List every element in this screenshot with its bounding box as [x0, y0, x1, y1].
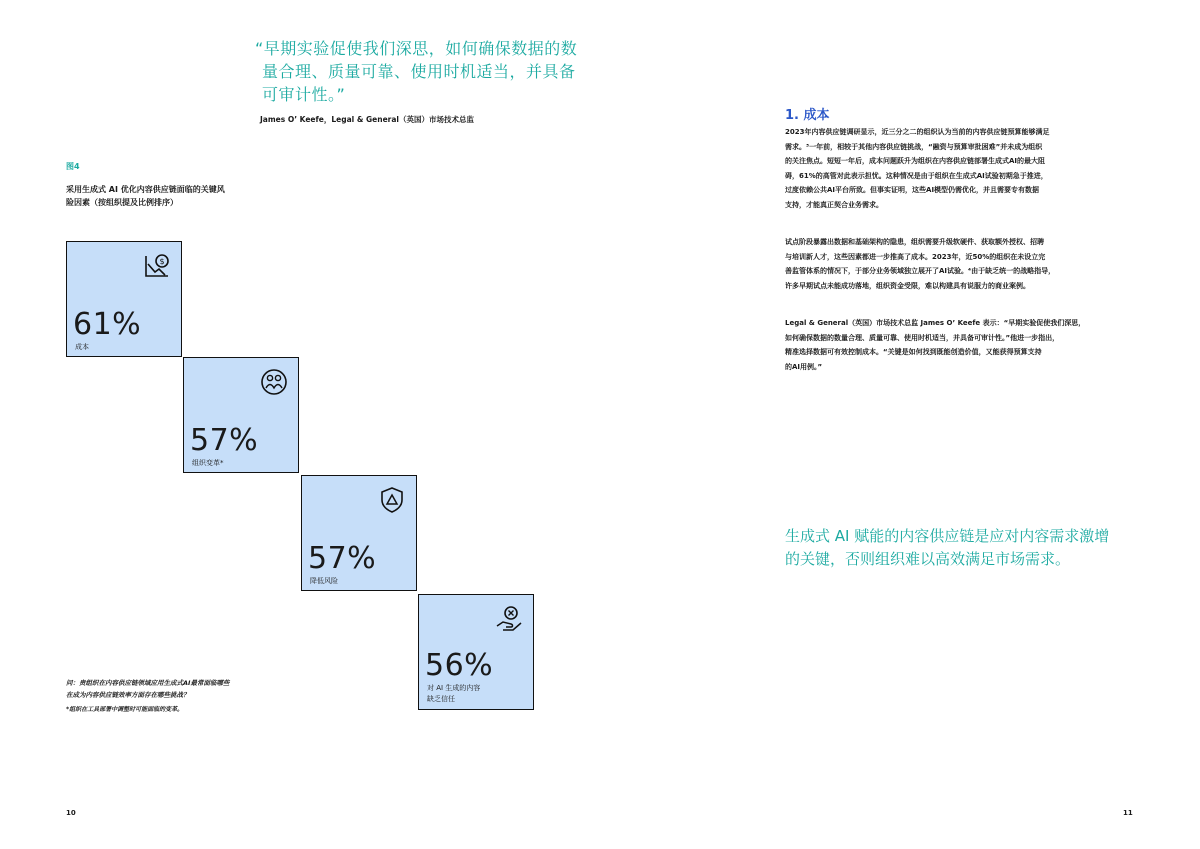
risk-label: 降低风险: [310, 577, 338, 585]
page-number-left: 10: [66, 809, 76, 817]
risk-percentage: 57%: [308, 541, 377, 576]
section-title: 1. 成本: [785, 108, 830, 123]
figure-title-line: 险因素（按组织提及比例排序）: [66, 198, 178, 207]
survey-question: [66, 677, 229, 701]
risk-box-risk-reduction: [301, 475, 417, 591]
para-line: 过度依赖公共AI平台所致。但事实证明，这些AI模型仍需优化，并且需要专有数据: [785, 186, 1040, 194]
callout-line: 的关键，否则组织难以高效满足市场需求。: [785, 550, 1071, 568]
question-line: 在成为内容供应链效率方面存在哪些挑战？: [66, 691, 190, 699]
quote-line: “早期实验促使我们深思，如何确保数据的数: [255, 39, 578, 58]
paragraph-2: [785, 235, 1135, 293]
quote-line: 可审计性。”: [262, 85, 346, 104]
para-line: Legal & General（英国）市场技术总监 James O’ Keefe 表示：“早期实验促使我们深思，: [785, 319, 1086, 327]
page-number-right: 11: [1123, 809, 1133, 817]
risk-label-line: 缺乏信任: [427, 695, 455, 703]
figure-label: 图4: [66, 162, 80, 171]
risk-percentage: 61%: [73, 307, 142, 342]
para-line: 精准选择数据可有效控制成本。“关键是如何找到既能创造价值，又能获得预算支持: [785, 348, 1042, 356]
shield-warning-icon: [378, 486, 406, 514]
para-line: 的AI用例。”: [785, 362, 823, 371]
risk-label: 组织变革*: [192, 459, 224, 467]
risk-label-line: 对 AI 生成的内容: [427, 684, 481, 692]
para-line: 碍，61%的高管对此表示担忧。这种情况是由于组织在生成式AI试验初期急于推进，: [785, 171, 1048, 180]
svg-text:$: $: [159, 257, 165, 266]
figure-title: [66, 183, 225, 209]
callout-quote: [785, 525, 1109, 571]
risk-percentage: 57%: [190, 423, 259, 458]
footnote: *组织在工具部署中调整时可能面临的变革。: [66, 706, 184, 713]
para-line: 许多早期试点未能成功落地，组织资金受限，难以构建具有说服力的商业案例。: [785, 281, 1030, 290]
question-line: 问：贵组织在内容供应链领域应用生成式AI最常面临哪些: [66, 679, 230, 687]
para-line: 如何确保数据的数量合理、质量可靠、使用时机适当，并具备可审计性。”他进一步指出，: [785, 333, 1060, 342]
para-line: 支持，才能真正契合业务需求。: [785, 200, 883, 209]
hand-error-icon: [495, 605, 523, 633]
cost-chart-icon: [143, 252, 171, 280]
para-line: 善监管体系的情况下，于部分业务领域独立展开了AI试验。⁴由于缺乏统一的战略指导，: [785, 267, 1056, 275]
paragraph-3: [785, 316, 1135, 374]
para-line: 与培训新人才，这些因素都进一步推高了成本。2023年，近50%的组织在未设立完: [785, 252, 1046, 261]
risk-box-org-change: [183, 357, 299, 473]
people-cycle-icon: [260, 368, 288, 396]
risk-box-trust: [418, 594, 534, 710]
para-line: 需求。³一年前，相较于其他内容供应链挑战，“融资与预算审批困难”并未成为组织: [785, 142, 1043, 151]
risk-label: 成本: [75, 343, 89, 351]
callout-line: 生成式 AI 赋能的内容供应链是应对内容需求激增: [785, 527, 1110, 545]
quote-attribution: James O’ Keefe，Legal & General（英国）市场技术总监: [260, 115, 474, 124]
risk-box-cost: [66, 241, 182, 357]
paragraph-1: [785, 125, 1135, 212]
pull-quote: [255, 37, 578, 106]
figure-title-line: 采用生成式 AI 优化内容供应链面临的关键风: [66, 185, 225, 194]
para-line: 试点阶段暴露出数据和基础架构的隐患，组织需要升级软硬件、获取额外授权、招聘: [785, 238, 1044, 246]
para-line: 的关注焦点。短短一年后，成本问题跃升为组织在内容供应链部署生成式AI的最大阻: [785, 157, 1046, 165]
risk-label: [427, 683, 480, 705]
quote-line: 量合理、质量可靠、使用时机适当，并具备: [262, 62, 576, 81]
para-line: 2023年内容供应链调研显示，近三分之二的组织认为当前的内容供应链预算能够满足: [785, 128, 1050, 136]
risk-percentage: 56%: [425, 648, 494, 683]
